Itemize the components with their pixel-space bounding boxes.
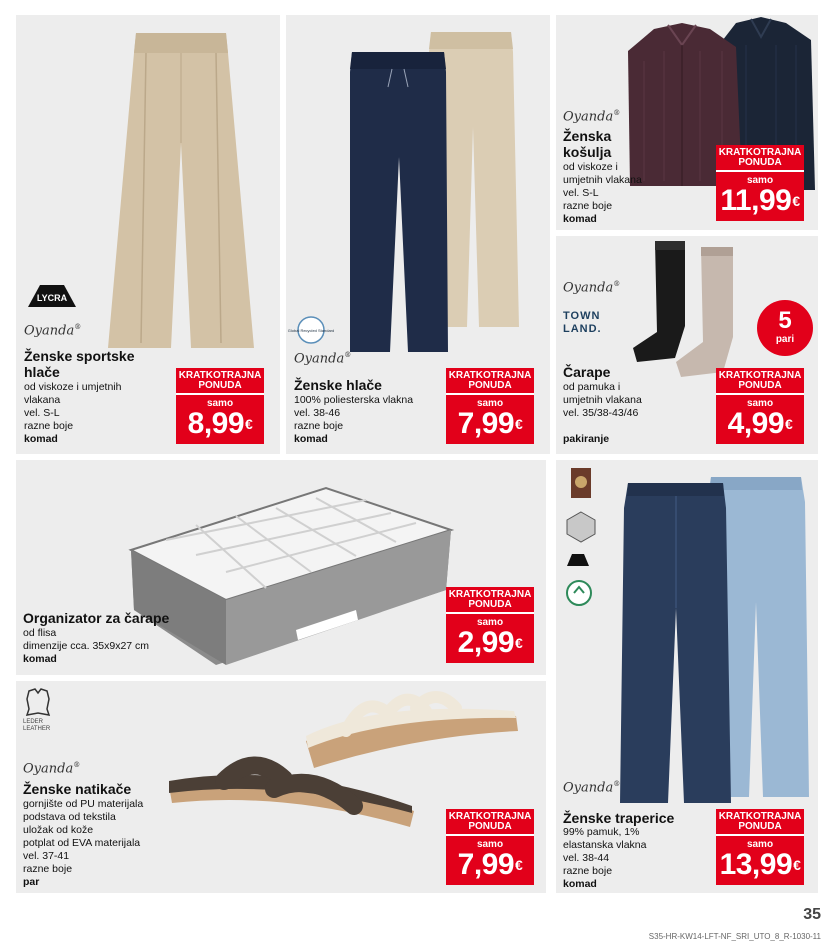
- offer-label: KRATKOTRAJNA PONUDA: [716, 809, 804, 836]
- product-card-pants[interactable]: [286, 15, 550, 454]
- price-tag: [446, 368, 534, 444]
- product-title: Čarape: [563, 364, 611, 380]
- price-prefix: samo: [746, 839, 774, 850]
- price-value: 7,99€: [457, 407, 523, 440]
- eco-label-icon: [569, 466, 593, 500]
- product-card-jeans[interactable]: [556, 460, 818, 893]
- sock-organizer-image: [126, 480, 456, 665]
- product-card-sport-pants[interactable]: [16, 15, 280, 454]
- svg-text:LYCRA: LYCRA: [36, 293, 68, 303]
- quantity-badge: 5 pari: [757, 300, 813, 356]
- beige-wide-pants-image: [106, 23, 256, 353]
- brown-sandal-image: [164, 751, 424, 871]
- product-unit: pakiranje: [563, 433, 610, 445]
- lycra-logo: [26, 283, 78, 309]
- product-title: Ženska košulja: [563, 128, 612, 160]
- product-description: gornjište od PU materijala podstava od tekstila uložak od kože potplat od EVA materijala vel. 37-41 razne boje: [23, 798, 144, 875]
- svg-text:Global Recycled Standard: Global Recycled Standard: [287, 328, 335, 333]
- offer-label: KRATKOTRAJNA PONUDA: [446, 809, 534, 836]
- offer-label: KRATKOTRAJNA PONUDA: [716, 368, 804, 395]
- price-tag: [716, 368, 804, 444]
- offer-label: KRATKOTRAJNA PONUDA: [176, 368, 264, 395]
- price-value: 8,99€: [187, 407, 253, 440]
- product-title: Ženske sportske hlače: [24, 348, 135, 380]
- brand-logo: Oyanda®: [563, 280, 621, 296]
- price-prefix: samo: [476, 617, 504, 628]
- lycra-logo: [566, 553, 590, 567]
- price-tag: [446, 587, 534, 663]
- black-sock-image: [631, 236, 706, 371]
- price-value: 2,99€: [457, 626, 523, 659]
- product-unit: komad: [563, 213, 597, 225]
- price-tag: [716, 145, 804, 221]
- leather-icon: [23, 687, 53, 717]
- recycle-icon: [564, 578, 594, 612]
- grs-logo: [287, 315, 335, 345]
- product-card-shirt[interactable]: [556, 15, 818, 230]
- catalog-code: S35-HR-KW14-LFT-NF_SRI_UTO_8_R-1030-11: [648, 932, 821, 941]
- dark-jeans-image: [618, 478, 733, 808]
- leather-label: LEDER LEATHER: [23, 719, 51, 732]
- offer-label: KRATKOTRAJNA PONUDA: [446, 368, 534, 395]
- price-value: 7,99€: [457, 848, 523, 881]
- price-tag: [716, 809, 804, 885]
- price-prefix: samo: [476, 839, 504, 850]
- brand-logo: Oyanda®: [563, 109, 621, 125]
- price-prefix: samo: [476, 398, 504, 409]
- product-title: Ženske traperice: [563, 810, 675, 826]
- brand-logo: Oyanda®: [563, 780, 621, 796]
- price-prefix: samo: [746, 175, 774, 186]
- product-description: od pamuka i umjetnih vlakana vel. 35/38-43/46: [563, 381, 642, 419]
- brand-logo: Oyanda®: [294, 351, 352, 367]
- product-description: 100% poliesterska vlakna vel. 38-46 razne boje: [294, 394, 414, 432]
- price-value: 4,99€: [727, 407, 793, 440]
- product-description: 99% pamuk, 1% elastanska vlakna vel. 38-44 razne boje: [563, 826, 647, 877]
- price-value: 13,99€: [719, 848, 801, 881]
- price-prefix: samo: [746, 398, 774, 409]
- offer-label: KRATKOTRAJNA PONUDA: [446, 587, 534, 614]
- brand-logo: Oyanda®: [24, 323, 82, 339]
- product-unit: komad: [563, 878, 597, 890]
- product-unit: par: [23, 876, 40, 888]
- product-unit: komad: [23, 653, 57, 665]
- product-unit: komad: [24, 433, 58, 445]
- townland-logo: TOWN LAND.: [563, 310, 602, 335]
- brand-logo: Oyanda®: [23, 761, 81, 777]
- certification-badge-icon: [564, 510, 598, 544]
- page-number: 35: [803, 906, 821, 923]
- product-title: Organizator za čarape: [23, 610, 170, 626]
- navy-pants-image: [344, 47, 452, 357]
- product-card-organizer[interactable]: [16, 460, 546, 675]
- price-prefix: samo: [206, 398, 234, 409]
- product-description: od flisa dimenzije cca. 35x9x27 cm: [23, 627, 150, 652]
- offer-label: KRATKOTRAJNA PONUDA: [716, 145, 804, 172]
- price-tag: [446, 809, 534, 885]
- product-card-slippers[interactable]: [16, 681, 546, 893]
- product-unit: komad: [294, 433, 328, 445]
- product-description: od viskoze i umjetnih vlakana vel. S-L razne boje: [24, 381, 122, 432]
- price-value: 11,99€: [720, 184, 800, 217]
- product-description: od viskoze i umjetnih vlakana vel. S-L razne boje: [563, 161, 642, 212]
- price-tag: [176, 368, 264, 444]
- product-card-socks[interactable]: [556, 236, 818, 454]
- product-title: Ženske hlače: [294, 377, 382, 393]
- product-title: Ženske natikače: [23, 781, 132, 797]
